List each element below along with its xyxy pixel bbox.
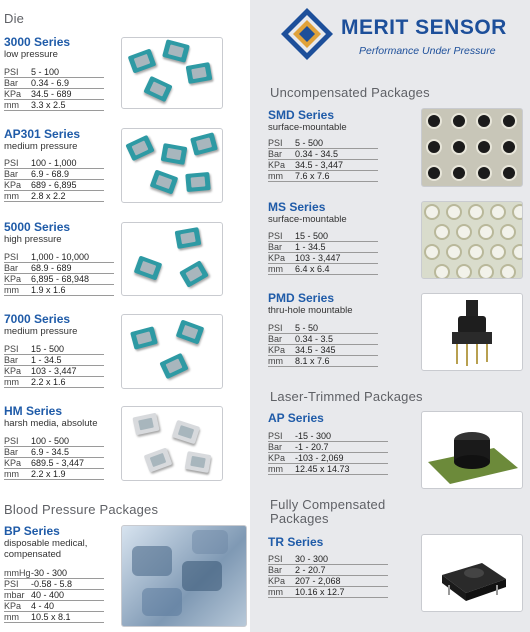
spec-row: mm 6.4 x 6.4 xyxy=(268,264,378,275)
ap-photo xyxy=(421,411,523,489)
series-ap xyxy=(268,412,324,425)
spec-table xyxy=(268,323,378,367)
spec-table xyxy=(4,67,104,111)
series-subtitle: low pressure xyxy=(4,49,58,60)
series-hm xyxy=(4,405,97,429)
spec-row: PSI -15 - 300 xyxy=(268,431,388,442)
merit-sensor-logo xyxy=(279,6,524,62)
spec-table xyxy=(4,344,104,388)
spec-row: KPa 6,895 - 68,948 xyxy=(4,274,114,285)
spec-table xyxy=(268,231,378,275)
spec-row: KPa 4 - 40 xyxy=(4,601,104,612)
die-column xyxy=(0,0,250,632)
pmd-photo xyxy=(421,293,523,371)
spec-table xyxy=(268,554,388,598)
spec-row: PSI 100 - 1,000 xyxy=(4,158,104,169)
ms-array-image xyxy=(422,202,522,278)
series-tr xyxy=(268,536,323,549)
series-title: HM Series xyxy=(4,404,63,418)
spec-table xyxy=(268,138,378,182)
die-heading: Die xyxy=(4,11,25,26)
series-title: BP Series xyxy=(4,524,60,538)
spec-row: Bar -1 - 20.7 xyxy=(268,442,388,453)
bp-sensor-image xyxy=(122,526,246,626)
ms-photo xyxy=(421,201,523,279)
series-title: 3000 Series xyxy=(4,35,71,49)
spec-table xyxy=(268,431,388,475)
spec-table xyxy=(4,568,104,623)
spec-row: Bar 68.9 - 689 xyxy=(4,263,114,274)
series-subtitle: medium pressure xyxy=(4,326,78,337)
series-5000 xyxy=(4,221,70,245)
spec-row: PSI 30 - 300 xyxy=(268,554,388,565)
spec-row: mm 2.2 x 1.9 xyxy=(4,469,104,480)
die-ap301-photo xyxy=(121,128,223,203)
spec-row: Bar 6.9 - 68.9 xyxy=(4,169,104,180)
tr-sensor-image xyxy=(422,535,522,611)
spec-row: KPa 207 - 2,068 xyxy=(268,576,388,587)
spec-row: Bar 2 - 20.7 xyxy=(268,565,388,576)
spec-row: PSI 5 - 50 xyxy=(268,323,378,334)
spec-row: PSI 1,000 - 10,000 xyxy=(4,252,114,263)
series-pmd xyxy=(268,292,353,316)
series-subtitle: medium pressure xyxy=(4,141,78,152)
spec-row: PSI 5 - 500 xyxy=(268,138,378,149)
logo-diamond-icon xyxy=(279,6,335,62)
spec-row: mm 10.16 x 12.7 xyxy=(268,587,388,598)
series-title: TR Series xyxy=(268,535,324,549)
brand-tagline: Performance Under Pressure xyxy=(359,45,496,57)
spec-row: KPa 103 - 3,447 xyxy=(268,253,378,264)
series-ap301 xyxy=(4,128,80,152)
spec-table xyxy=(4,158,104,202)
spec-row: Bar 0.34 - 34.5 xyxy=(268,149,378,160)
series-bp xyxy=(4,525,87,560)
spec-row: KPa 34.5 - 3,447 xyxy=(268,160,378,171)
series-title: AP Series xyxy=(268,411,324,425)
spec-row: Bar 1 - 34.5 xyxy=(268,242,378,253)
die-5000-photo xyxy=(121,222,223,296)
series-title: 7000 Series xyxy=(4,312,71,326)
spec-row: mm 2.2 x 1.6 xyxy=(4,377,104,388)
series-subtitle: disposable medical, xyxy=(4,538,88,549)
spec-row: KPa 689 - 6,895 xyxy=(4,180,104,191)
series-subtitle-line2: compensated xyxy=(4,549,62,560)
spec-table xyxy=(4,436,104,480)
spec-row: mm 3.3 x 2.5 xyxy=(4,100,104,111)
brand-name: MERIT SENSOR xyxy=(341,16,507,39)
series-3000 xyxy=(4,36,70,60)
spec-row: PSI 15 - 500 xyxy=(268,231,378,242)
smd-photo xyxy=(421,108,523,187)
spec-row: Bar 0.34 - 3.5 xyxy=(268,334,378,345)
spec-row: mm 8.1 x 7.6 xyxy=(268,356,378,367)
series-7000 xyxy=(4,313,77,337)
uncompensated-heading: Uncompensated Packages xyxy=(270,85,430,100)
die-7000-photo xyxy=(121,314,223,389)
bp-package-photo xyxy=(121,525,247,627)
ap-sensor-image xyxy=(422,412,522,488)
smd-array-image xyxy=(422,109,522,186)
series-smd xyxy=(268,109,347,133)
spec-row: PSI 15 - 500 xyxy=(4,344,104,355)
die-hm-photo xyxy=(121,406,223,481)
series-title: MS Series xyxy=(268,200,326,214)
series-title: SMD Series xyxy=(268,108,335,122)
series-subtitle: thru-hole mountable xyxy=(268,305,353,316)
spec-row: KPa 103 - 3,447 xyxy=(4,366,104,377)
spec-row: PSI 100 - 500 xyxy=(4,436,104,447)
series-subtitle: surface-mountable xyxy=(268,122,347,133)
spec-row: PSI 5 - 100 xyxy=(4,67,104,78)
die-3000-photo xyxy=(121,37,223,109)
series-title: AP301 Series xyxy=(4,127,81,141)
spec-row: mm 1.9 x 1.6 xyxy=(4,285,114,296)
spec-table xyxy=(4,252,114,296)
series-subtitle: high pressure xyxy=(4,234,62,245)
series-subtitle: surface-mountable xyxy=(268,214,347,225)
series-subtitle: harsh media, absolute xyxy=(4,418,98,429)
spec-row: mmHg -30 - 300 xyxy=(4,568,104,579)
spec-row: KPa 34.5 - 689 xyxy=(4,89,104,100)
spec-row: mbar 40 - 400 xyxy=(4,590,104,601)
series-ms xyxy=(268,201,347,225)
spec-row: KPa 34.5 - 345 xyxy=(268,345,378,356)
series-title: 5000 Series xyxy=(4,220,71,234)
spec-row: mm 2.8 x 2.2 xyxy=(4,191,104,202)
spec-row: mm 12.45 x 14.73 xyxy=(268,464,388,475)
spec-row: KPa -103 - 2,069 xyxy=(268,453,388,464)
spec-row: Bar 0.34 - 6.9 xyxy=(4,78,104,89)
spec-row: Bar 6.9 - 34.5 xyxy=(4,447,104,458)
laser-trimmed-heading: Laser-Trimmed Packages xyxy=(270,389,423,404)
pmd-sensor-image xyxy=(422,294,522,370)
fully-compensated-heading: Fully Compensated Packages xyxy=(270,497,386,526)
spec-row: mm 7.6 x 7.6 xyxy=(268,171,378,182)
spec-row: PSI -0.58 - 5.8 xyxy=(4,579,104,590)
spec-row: mm 10.5 x 8.1 xyxy=(4,612,104,623)
series-title: PMD Series xyxy=(268,291,335,305)
tr-photo xyxy=(421,534,523,612)
spec-row: Bar 1 - 34.5 xyxy=(4,355,104,366)
spec-row: KPa 689.5 - 3,447 xyxy=(4,458,104,469)
bp-heading: Blood Pressure Packages xyxy=(4,502,159,517)
